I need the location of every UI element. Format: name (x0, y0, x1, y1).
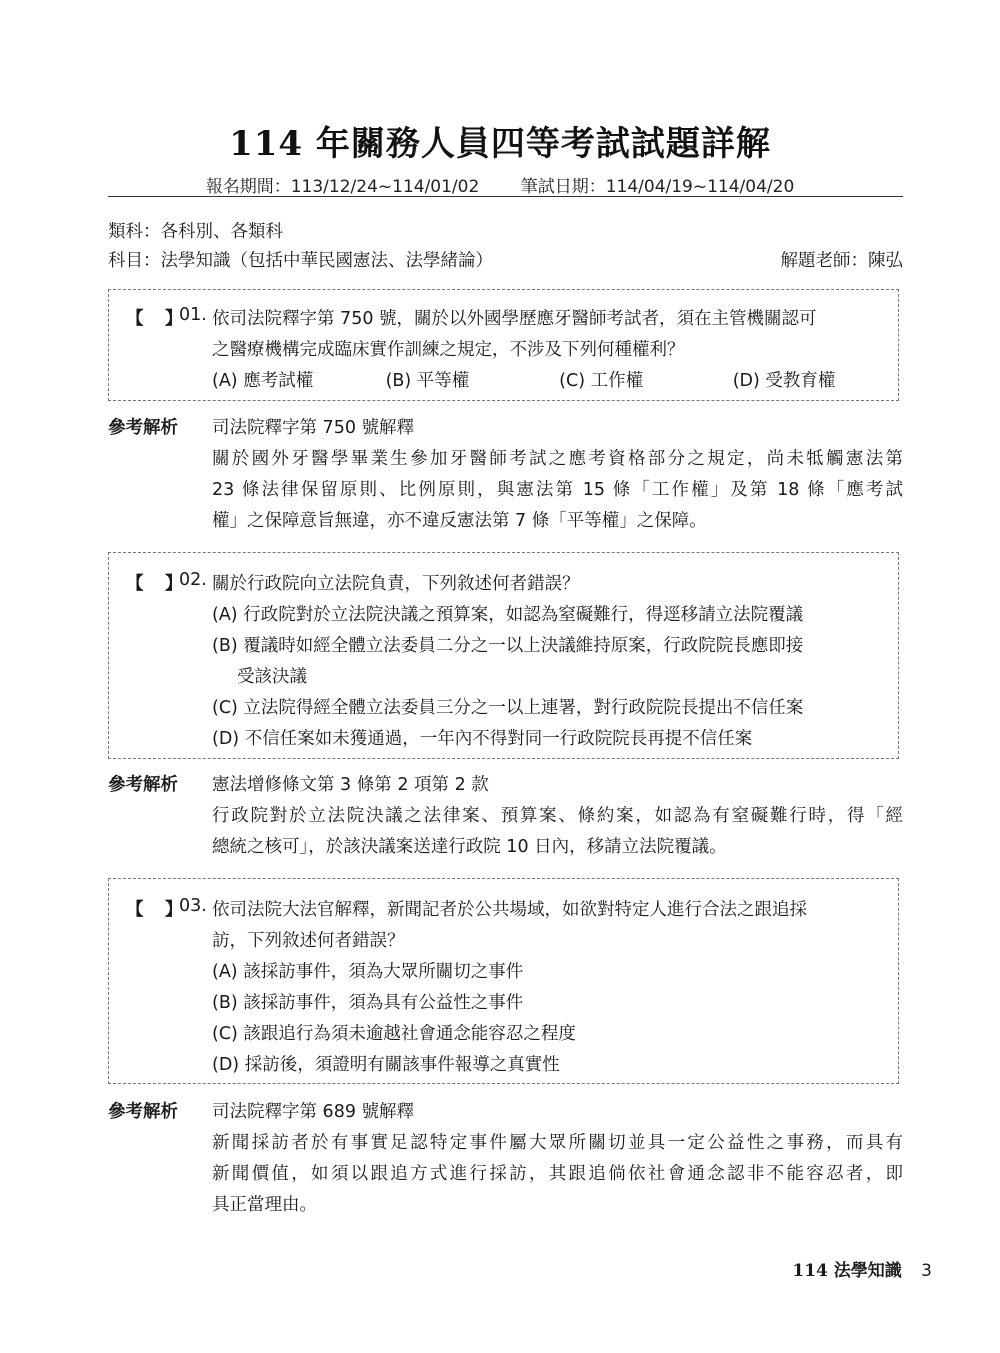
category-line: 類科：各科別、各類科 (108, 222, 283, 242)
answer-line: 總統之核可」，於該決議案送達行政院 10 日內，移請立法院覆議。 (212, 837, 727, 857)
answer-line: 行政院對於立法院決議之法律案、預算案、條約案，如認為有窒礙難行時，得「經 (212, 806, 903, 826)
teacher: 解題老師：陳弘 (780, 251, 903, 271)
answer-line: 23 條法律保留原則、比例原則，與憲法第 15 條「工作權」及第 18 條「應考試 (212, 480, 903, 500)
question-number: 02. (179, 570, 207, 590)
answer-line: 憲法增修條文第 3 條第 2 項第 2 款 (212, 775, 489, 795)
answer-bracket-open: 【 (126, 574, 144, 594)
subject-line (108, 247, 903, 272)
option-d: (D) 採訪後，須證明有關該事件報導之真實性 (212, 1055, 560, 1075)
registration-period: 報名期間：113/12/24~114/01/02 (205, 177, 480, 197)
option-c: (C) 該跟追行為須未逾越社會通念能容忍之程度 (212, 1024, 576, 1044)
answer-bracket-open: 【 (126, 900, 144, 920)
option-a: (A) 應考試權 (212, 371, 314, 391)
header-rule (108, 196, 903, 197)
page-title: 114 年關務人員四等考試試題詳解 (229, 124, 771, 164)
option-a: (A) 行政院對於立法院決議之預算案，如認為窒礙難行，得逕移請立法院覆議 (212, 605, 804, 625)
answer-line: 具正當理由。 (212, 1195, 317, 1215)
answer-line: 新聞價值，如須以跟追方式進行採訪，其跟追倘依社會通念認非不能容忍者，即 (212, 1164, 903, 1184)
answer-label: 參考解析 (108, 775, 178, 795)
question-stem-line: 依司法院大法官解釋，新聞記者於公共場域，如欲對特定人進行合法之跟追採 (212, 900, 807, 920)
question-stem-line: 關於行政院向立法院負責，下列敘述何者錯誤？ (212, 574, 580, 594)
option-b: (B) 該採訪事件，須為具有公益性之事件 (212, 993, 524, 1013)
question-stem-line: 訪，下列敘述何者錯誤？ (212, 931, 405, 951)
answer-line: 司法院釋字第 689 號解釋 (212, 1102, 415, 1122)
option-b: (B) 覆議時如經全體立法委員二分之一以上決議維持原案，行政院院長應即接 (212, 636, 804, 656)
page-number: 3 (921, 1261, 932, 1281)
answer-label: 參考解析 (108, 418, 178, 438)
exam-dates: 筆試日期：114/04/19~114/04/20 (520, 177, 795, 197)
option-row (212, 367, 835, 392)
question-stem-line: 之醫療機構完成臨床實作訓練之規定，不涉及下列何種權利？ (212, 340, 685, 360)
option-d: (D) 不信任案如未獲通過，一年內不得對同一行政院院長再提不信任案 (212, 729, 753, 749)
footer-subject: 114 法學知識 (792, 1261, 902, 1281)
exam-dates-line (0, 172, 1000, 197)
question-number: 01. (179, 305, 207, 325)
answer-bracket-close: 】 (165, 574, 183, 594)
answer-bracket-close: 】 (165, 900, 183, 920)
answer-bracket-close: 】 (165, 309, 183, 329)
option-c: (C) 工作權 (559, 371, 644, 391)
page-footer (792, 1256, 932, 1281)
option-b: (B) 平等權 (385, 371, 470, 391)
answer-bracket-open: 【 (126, 309, 144, 329)
option-a: (A) 該採訪事件，須為大眾所關切之事件 (212, 962, 524, 982)
answer-line: 權」之保障意旨無違，亦不違反憲法第 7 條「平等權」之保障。 (212, 511, 707, 531)
question-stem-line: 依司法院釋字第 750 號，關於以外國學歷應牙醫師考試者，須在主管機關認可 (212, 309, 817, 329)
answer-line: 關於國外牙醫學畢業生參加牙醫師考試之應考資格部分之規定，尚未牴觸憲法第 (212, 449, 903, 469)
answer-line: 新聞採訪者於有事實足認特定事件屬大眾所關切並具一定公益性之事務，而具有 (212, 1133, 903, 1153)
answer-label: 參考解析 (108, 1102, 178, 1122)
option-c: (C) 立法院得經全體立法委員三分之一以上連署，對行政院院長提出不信任案 (212, 698, 804, 718)
subject: 科目：法學知識（包括中華民國憲法、法學緒論） (108, 251, 493, 271)
question-box-03 (108, 878, 899, 1084)
answer-line: 司法院釋字第 750 號解釋 (212, 418, 415, 438)
question-box-02 (108, 552, 899, 759)
option-b-continued: 受該決議 (237, 667, 307, 687)
question-number: 03. (179, 896, 207, 916)
question-box-01 (108, 289, 899, 401)
option-d: (D) 受教育權 (732, 371, 836, 391)
